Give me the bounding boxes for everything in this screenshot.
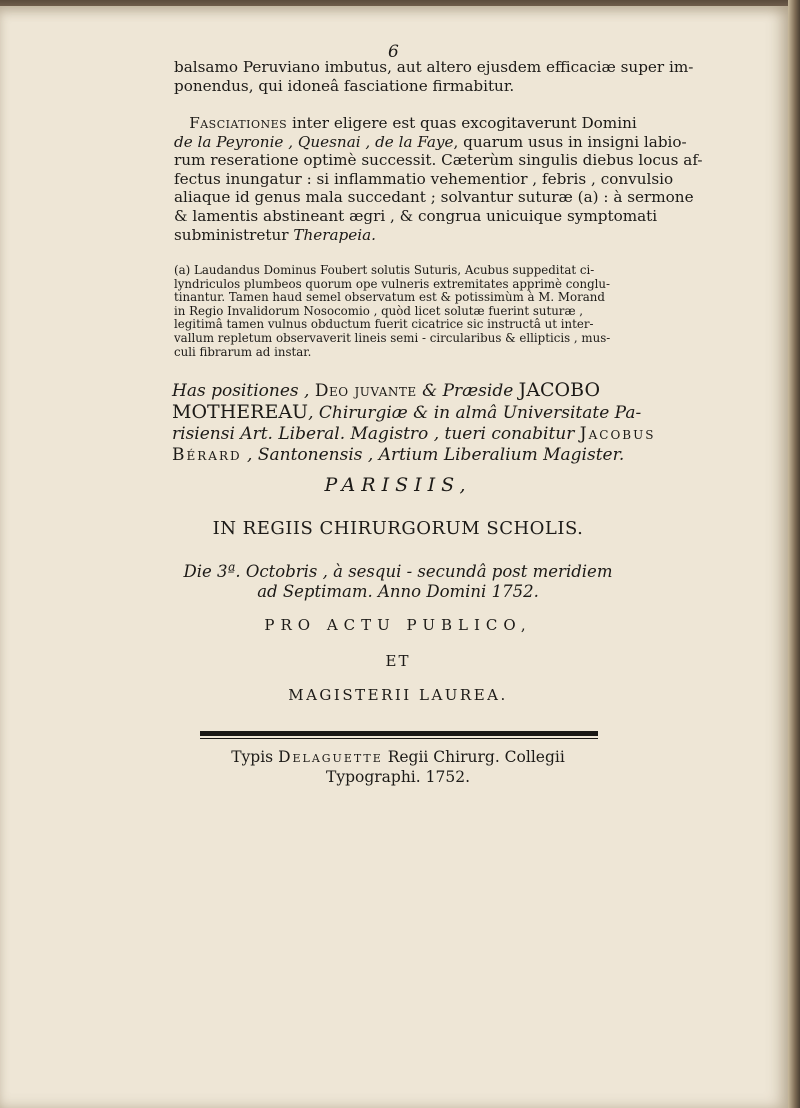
printer-line [172,748,624,766]
text-run: , Chirurgiæ & in almâ Universitate Pa- [308,403,642,423]
paragraph-line [174,114,637,133]
candidate-name: Jacobus [579,424,656,444]
page-number: 6 [388,42,399,62]
imprint-date-line: Die 3ª. Octobris , à sesqui - secundâ post meridiem [183,562,613,581]
footnote [174,264,622,359]
praeses-surname: MOTHEREAU [172,401,309,423]
text-run: Has positiones , [172,381,315,401]
footnote-line: culi fibrarum ad instar. [174,344,312,359]
lead-word: Fasciationes [189,114,288,132]
text-run: Regii Chirurg. Collegii [382,748,565,766]
praeses-name: JACOBO [518,379,601,401]
text-run: , quarum usus in insigni labio- [453,132,687,151]
paragraph-fasciationes [174,114,703,244]
paragraph-line [174,226,622,245]
paragraph-line: & lamentis abstineant ægri , & congrua unicuique symptomati [174,206,658,225]
imprint-place: IN REGIIS CHIRURGORUM SCHOLIS. [212,518,584,539]
pro-actu-publico: PRO ACTU PUBLICO, [264,616,532,634]
paragraph-balsamo [174,58,694,95]
imprint-date-line: ad Septimam. Anno Domini 1752. [257,582,539,601]
book-page [0,6,788,1108]
positions-line [172,401,642,424]
text-run: risiensi Art. Liberal. Magistro , tueri conabitur [172,424,580,444]
surgeon-names: de la Peyronie , Quesnai , de la Faye [174,132,454,151]
text-run: inter eligere est quas excogitaverunt Domini [287,114,637,132]
imprint-city: PARISIIS, [324,474,472,496]
candidate-surname: Bérard [172,445,242,465]
positions-line [172,380,624,402]
paragraph-line: rum reseratione optimè successit. Cæterùm singulis diebus locus af- [174,151,703,170]
footnote-line: in Regio Invalidorum Nosocomio , quòd licet solutæ fuerint suturæ , [174,303,584,318]
text-run: subministretur [174,225,294,244]
text-run: & Præside [416,381,519,401]
deo-juvante: Deo juvante [314,381,417,401]
printer-line: Typographi. 1752. [325,768,470,786]
printer-rule [200,731,598,739]
printer-name: Delaguette [278,748,383,766]
footnote-line: vallum repletum observaverit lineis semi - circularibus & ellipticis , mus- [174,330,611,345]
positions-statement [172,379,656,466]
therapeia-word: Therapeia. [293,225,376,244]
text-run: , Santonensis , Artium Liberalium Magister. [241,445,625,465]
footnote-line: (a) Laudandus Dominus Foubert solutis Suturis, Acubus suppeditat ci- [174,263,595,277]
positions-line [172,445,624,466]
footnote-line: tinantur. Tamen haud semel observatum est & potissimùm à M. Morand [174,290,605,305]
paragraph-line: balsamo Peruviano imbutus, aut altero ejusdem efficaciæ super im- [174,58,694,76]
paragraph-line: aliaque id genus mala succedant ; solvantur suturæ (a) : à sermone [174,188,694,207]
paragraph-line: ponendus, qui idoneâ fasciatione firmabitur. [174,76,515,95]
paragraph-line: fectus inungatur : si inflammatio vehementior , febris , convulsio [174,169,674,188]
page-edge [788,0,800,1108]
imprint-et: ET [385,652,411,670]
positions-line [172,424,656,445]
text-run: Typis [231,748,279,766]
footnote-line: legitimâ tamen vulnus obductum fuerit cicatrice sic instructâ ut inter- [174,317,594,332]
paragraph-line [174,132,687,152]
magisterii-laurea: MAGISTERII LAUREA. [288,686,508,704]
footnote-line: lyndriculos plumbeos quorum ope vulneris extremitates apprimè conglu- [174,276,611,291]
